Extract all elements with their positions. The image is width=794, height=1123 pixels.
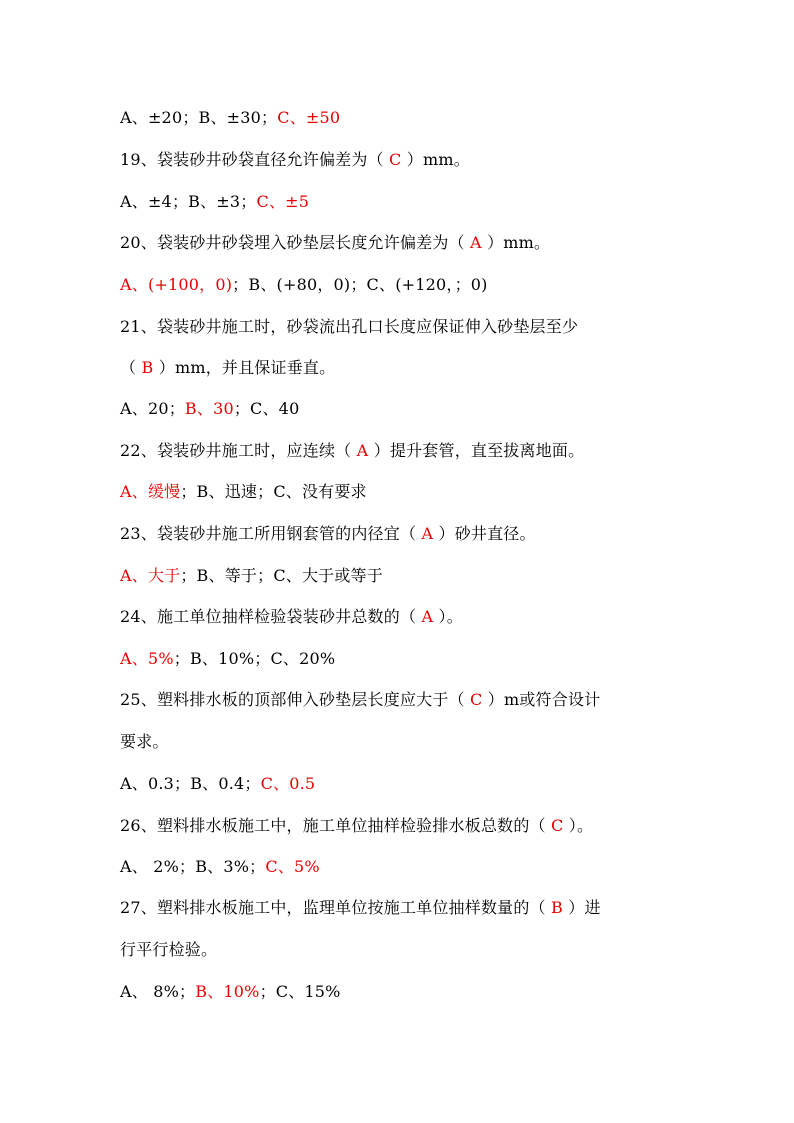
text-line bbox=[120, 317, 578, 337]
answer-text: A、缓慢 bbox=[120, 482, 181, 501]
text-line bbox=[120, 940, 217, 960]
question-text: A、20； bbox=[120, 399, 185, 418]
text-line bbox=[120, 358, 335, 378]
question-text: ）。 bbox=[433, 607, 463, 626]
answer-text: B bbox=[551, 898, 564, 917]
text-line bbox=[120, 816, 593, 836]
text-line bbox=[120, 399, 299, 419]
question-text: （ bbox=[120, 358, 142, 377]
answer-text: A bbox=[470, 233, 482, 252]
text-line bbox=[120, 150, 470, 170]
question-text: ；C、15% bbox=[259, 982, 341, 1001]
question-text: ）mm。 bbox=[481, 233, 551, 252]
question-text: ）提升套管，直至拔离地面。 bbox=[368, 441, 585, 460]
question-text: 行平行检验。 bbox=[120, 940, 218, 959]
text-line bbox=[120, 982, 341, 1002]
text-line bbox=[120, 441, 584, 461]
question-text: ）。 bbox=[563, 816, 594, 835]
answer-text: C bbox=[389, 150, 402, 169]
question-text: ）mm，并且保证垂直。 bbox=[153, 358, 336, 377]
answer-text: B、10% bbox=[195, 982, 260, 1001]
answer-text: C、0.5 bbox=[260, 774, 316, 793]
answer-text: A bbox=[356, 441, 369, 460]
text-line bbox=[120, 732, 169, 752]
answer-text: C、±5 bbox=[256, 192, 310, 211]
question-text: 27、塑料排水板施工中，监理单位按施工单位抽样数量的（ bbox=[120, 898, 552, 917]
question-text: ；B、10%；C、20% bbox=[173, 649, 336, 668]
question-text: ；C、40 bbox=[233, 399, 300, 418]
answer-text: B bbox=[141, 358, 154, 377]
answer-text: C bbox=[470, 690, 483, 709]
text-line bbox=[120, 898, 601, 918]
text-line bbox=[120, 233, 550, 253]
question-text: A、0.3；B、0.4； bbox=[120, 774, 261, 793]
answer-text: A、大于 bbox=[120, 566, 181, 585]
question-text: 21、袋装砂井施工时，砂袋流出孔口长度应保证伸入砂垫层至少 bbox=[120, 317, 579, 336]
question-text: 24、施工单位抽样检验袋装砂井总数的（ bbox=[120, 607, 422, 626]
question-text: ）mm。 bbox=[401, 150, 470, 169]
answer-text: C、±50 bbox=[277, 108, 341, 127]
text-line bbox=[120, 566, 383, 586]
text-line bbox=[120, 774, 315, 794]
text-line bbox=[120, 482, 367, 502]
question-text: A、 2%；B、3%； bbox=[120, 857, 266, 876]
text-line bbox=[120, 275, 488, 295]
text-line bbox=[120, 524, 536, 544]
question-text: A、 8%； bbox=[120, 982, 196, 1001]
text-line bbox=[120, 108, 340, 128]
question-text: 20、袋装砂井砂袋埋入砂垫层长度允许偏差为（ bbox=[120, 233, 471, 252]
question-text: ；B、迅速；C、没有要求 bbox=[180, 482, 367, 501]
question-text: 19、袋装砂井砂袋直径允许偏差为（ bbox=[120, 150, 390, 169]
answer-text: B、30 bbox=[184, 399, 234, 418]
text-line bbox=[120, 690, 600, 710]
answer-text: A bbox=[421, 524, 434, 543]
question-text: A、±20；B、±30； bbox=[120, 108, 278, 127]
question-text: 22、袋装砂井施工时，应连续（ bbox=[120, 441, 357, 460]
question-text: 要求。 bbox=[120, 732, 169, 751]
answer-text: A、5% bbox=[120, 649, 174, 668]
question-text: 23、袋装砂井施工所用钢套管的内径宜（ bbox=[120, 524, 422, 543]
question-text: A、±4；B、±3； bbox=[120, 192, 257, 211]
question-text: 26、塑料排水板施工中，施工单位抽样检验排水板总数的（ bbox=[120, 816, 552, 835]
answer-text: C、5% bbox=[265, 857, 320, 876]
text-line bbox=[120, 607, 463, 627]
question-text: ）砂井直径。 bbox=[433, 524, 536, 543]
question-text: ）进 bbox=[563, 898, 601, 917]
text-line bbox=[120, 192, 309, 212]
question-text: ；B、等于；C、大于或等于 bbox=[180, 566, 383, 585]
answer-text: A、(+100，0) bbox=[120, 275, 233, 294]
question-text: 25、塑料排水板的顶部伸入砂垫层长度应大于（ bbox=[120, 690, 471, 709]
answer-text: A bbox=[421, 607, 434, 626]
question-text: ）m或符合设计 bbox=[482, 690, 601, 709]
text-line bbox=[120, 649, 335, 669]
text-line bbox=[120, 857, 320, 877]
question-text: ；B、(+80，0)；C、(+120，；0) bbox=[232, 275, 488, 294]
answer-text: C bbox=[551, 816, 564, 835]
